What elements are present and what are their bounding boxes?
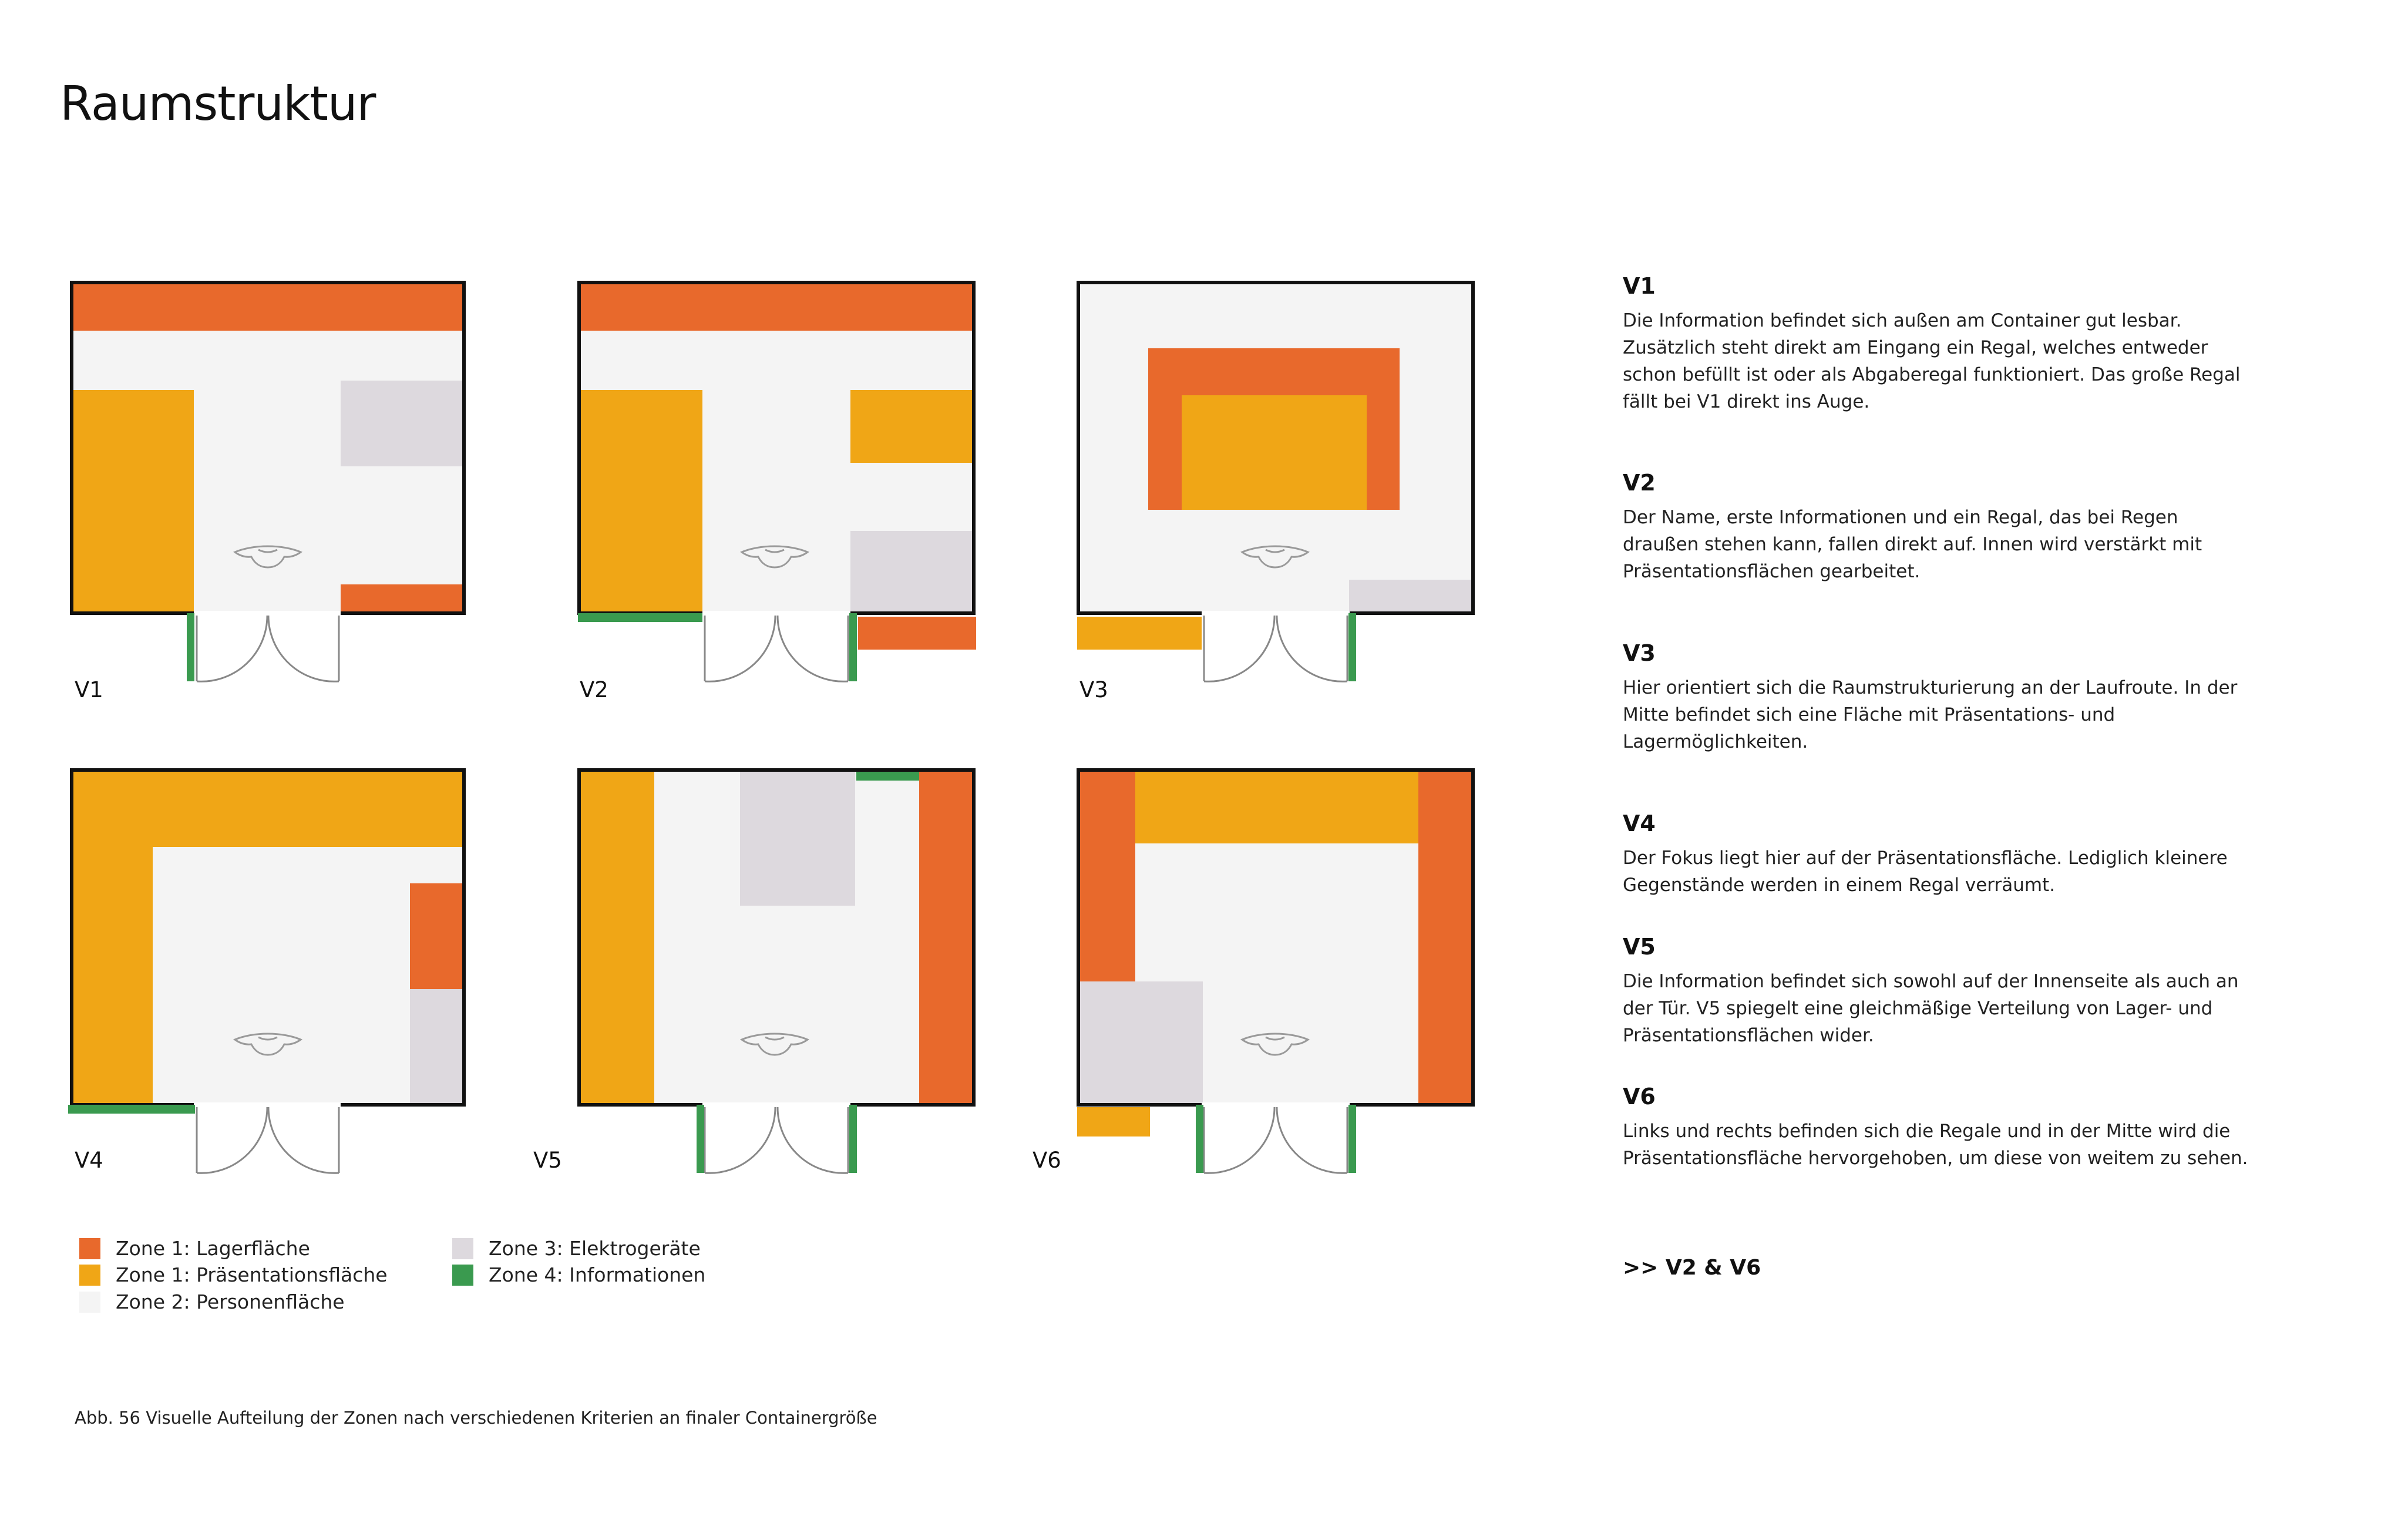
door — [705, 616, 848, 681]
door-opening — [702, 1102, 850, 1107]
door-opening — [194, 611, 341, 616]
zone-info — [697, 1105, 704, 1173]
zone-storage — [72, 283, 464, 331]
description-v3 — [1623, 640, 2257, 755]
door-opening — [1202, 1102, 1350, 1107]
description-heading: V6 — [1623, 1084, 1656, 1109]
description-v6 — [1623, 1084, 2257, 1172]
plan-v4 — [68, 770, 464, 1173]
legend-swatch-presentation — [79, 1265, 100, 1286]
description-v5 — [1623, 934, 2257, 1049]
plan-label-v3: V3 — [1079, 677, 1108, 702]
legend-label: Zone 4: Informationen — [489, 1263, 706, 1286]
plan-label-v2: V2 — [580, 677, 608, 702]
description-heading: V2 — [1623, 470, 1656, 496]
legend-swatch-info — [452, 1265, 473, 1286]
description-v2 — [1623, 470, 2257, 585]
description-heading: V4 — [1623, 811, 1656, 836]
legend-label: Zone 2: Personenfläche — [116, 1290, 345, 1313]
zone-presentation — [1077, 617, 1202, 650]
zone-storage — [1078, 770, 1135, 981]
door — [197, 1107, 339, 1173]
figure-caption: Abb. 56 Visuelle Aufteilung der Zonen nach verschiedenen Kriterien an finaler Containergröße — [75, 1408, 877, 1428]
zone-presentation — [579, 770, 654, 1105]
plan-label-v6: V6 — [1033, 1148, 1061, 1173]
zone-info — [1196, 1105, 1203, 1173]
zone-presentation — [72, 770, 153, 1105]
legend-label: Zone 1: Lagerfläche — [116, 1237, 310, 1260]
legend-label: Zone 1: Präsentationsfläche — [116, 1263, 388, 1286]
zone-electro — [410, 989, 464, 1105]
legend-swatch-electro — [452, 1238, 473, 1259]
zone-presentation — [1077, 1107, 1150, 1136]
zone-electro — [850, 531, 974, 613]
description-text: Die Information befindet sich außen am Container gut lesbar. Zusätzlich steht direkt am Eingang ein Regal, welches entweder schon befüllt ist oder als Abgaberegal funktioniert. Das große Regal fällt bei V1 direkt ins Auge. — [1623, 310, 2241, 412]
zone-electro — [1078, 981, 1203, 1105]
description-heading: V5 — [1623, 934, 1656, 960]
plan-label-v4: V4 — [75, 1148, 103, 1173]
door — [1204, 1107, 1347, 1173]
zone-presentation — [579, 390, 702, 613]
zone-info — [578, 613, 702, 622]
zone-info — [68, 1105, 195, 1114]
description-heading: V1 — [1623, 273, 1656, 299]
plan-v5 — [579, 770, 974, 1173]
zone-presentation — [72, 390, 194, 613]
description-heading: V3 — [1623, 640, 1656, 666]
door-opening — [194, 1102, 341, 1107]
plan-label-v1: V1 — [75, 677, 103, 702]
description-text: Der Fokus liegt hier auf der Präsentationsfläche. Lediglich kleinere Gegenstände werden in einem Regal verräumt. — [1623, 848, 2228, 896]
plan-v2 — [578, 283, 976, 681]
description-v4 — [1623, 811, 2257, 899]
legend-swatch-storage — [79, 1238, 100, 1259]
description-text: Links und rechts befinden sich die Regale und in der Mitte wird die Präsentationsfläche hervorgehoben, um diese von weitem zu sehen. — [1623, 1121, 2248, 1169]
door-opening — [1202, 611, 1350, 616]
zone-presentation — [850, 390, 974, 463]
description-text: Der Name, erste Informationen und ein Regal, das bei Regen draußen stehen kann, fallen direkt auf. Innen wird verstärkt mit Präsentationsflächen gearbeitet. — [1623, 507, 2202, 582]
legend-item — [79, 1290, 345, 1313]
description-text: Hier orientiert sich die Raumstrukturierung an der Laufroute. In der Mitte befindet sich eine Fläche mit Präsentations- und Lagermöglichkeiten. — [1623, 677, 2238, 752]
plan-v1 — [72, 283, 464, 681]
zone-storage — [1418, 770, 1473, 1105]
zone-storage — [341, 584, 464, 613]
door — [197, 616, 339, 681]
description-v1 — [1623, 273, 2257, 415]
zone-presentation — [1182, 395, 1367, 510]
door — [1204, 616, 1347, 681]
legend-item — [79, 1263, 388, 1286]
plan-v6 — [1077, 770, 1473, 1173]
plan-v3 — [1077, 283, 1473, 681]
door-opening — [702, 611, 850, 616]
legend-item — [79, 1237, 310, 1260]
zone-storage — [858, 617, 976, 650]
door — [705, 1107, 848, 1173]
zone-storage — [410, 883, 464, 989]
zone-presentation — [1135, 770, 1418, 843]
zone-info — [1348, 1105, 1356, 1173]
legend-label: Zone 3: Elektrogeräte — [489, 1237, 701, 1260]
legend-item — [452, 1237, 701, 1260]
conclusion: >> V2 & V6 — [1623, 1256, 1761, 1280]
zone-electro — [1349, 580, 1473, 613]
legend-item — [452, 1263, 705, 1286]
legend-swatch-persons — [79, 1292, 100, 1313]
zone-storage — [579, 283, 974, 331]
page-title: Raumstruktur — [60, 76, 376, 131]
zone-info — [849, 1105, 857, 1173]
description-text: Die Information befindet sich sowohl auf der Innenseite als auch an der Tür. V5 spiegelt eine gleichmäßige Verteilung von Lager- und Präsentationsflächen wider. — [1623, 971, 2239, 1046]
plan-label-v5: V5 — [533, 1148, 562, 1173]
zone-info — [1348, 613, 1356, 681]
zone-storage — [919, 770, 974, 1105]
zone-electro — [740, 770, 855, 906]
zone-info — [849, 613, 857, 681]
zone-electro — [341, 381, 464, 466]
zone-info — [187, 613, 194, 681]
